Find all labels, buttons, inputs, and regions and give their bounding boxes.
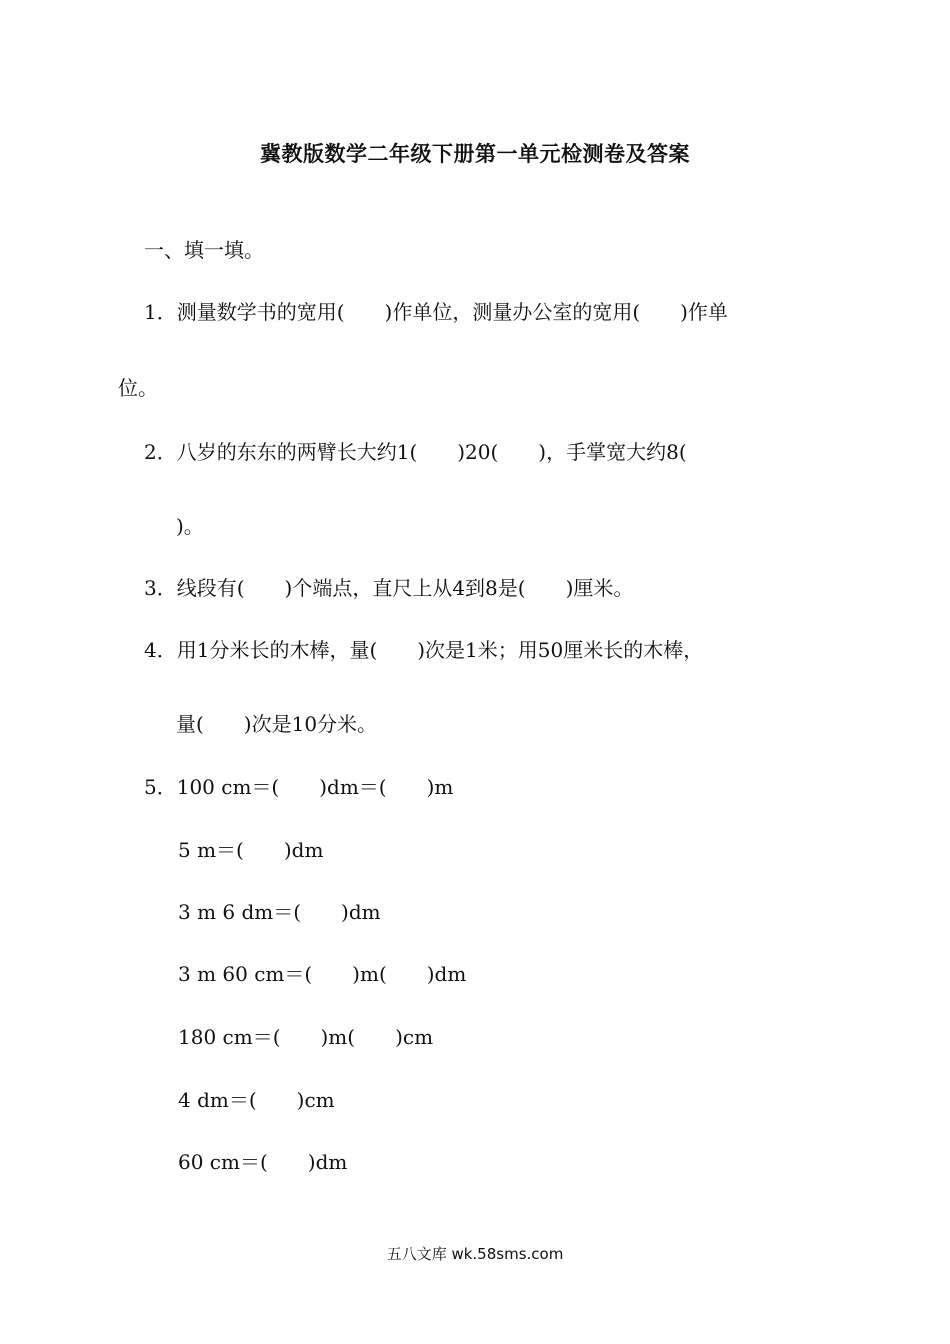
question-5-line-1: 5．100 cm＝( )dm＝( )m xyxy=(144,775,454,799)
conversion-line: 60 cm＝( )dm xyxy=(178,1150,348,1174)
question-1-line-2: 位。 xyxy=(118,376,158,400)
section-heading: 一、填一填。 xyxy=(144,238,264,262)
footer-watermark: 五八文库 wk.58sms.com xyxy=(386,1245,564,1263)
question-4-line-1: 4．用1分米长的木棒，量( )次是1米；用50厘米长的木棒， xyxy=(144,638,704,662)
question-3-line-1: 3．线段有( )个端点，直尺上从4到8是( )厘米。 xyxy=(144,576,634,600)
question-2-line-1: 2．八岁的东东的两臂长大约1( )20( )，手掌宽大约8( xyxy=(144,440,687,464)
conversion-line: 4 dm＝( )cm xyxy=(178,1088,335,1112)
document-title: 冀教版数学二年级下册第一单元检测卷及答案 xyxy=(260,142,690,166)
question-1-line-1: 1．测量数学书的宽用( )作单位，测量办公室的宽用( )作单 xyxy=(144,300,728,324)
conversion-line: 3 m 60 cm＝( )m( )dm xyxy=(178,962,467,986)
question-2-line-2: )。 xyxy=(176,514,204,538)
conversion-line: 180 cm＝( )m( )cm xyxy=(178,1025,434,1049)
question-4-line-2: 量( )次是10分米。 xyxy=(176,712,378,736)
conversion-line: 3 m 6 dm＝( )dm xyxy=(178,900,381,924)
conversion-line: 5 m＝( )dm xyxy=(178,838,324,862)
